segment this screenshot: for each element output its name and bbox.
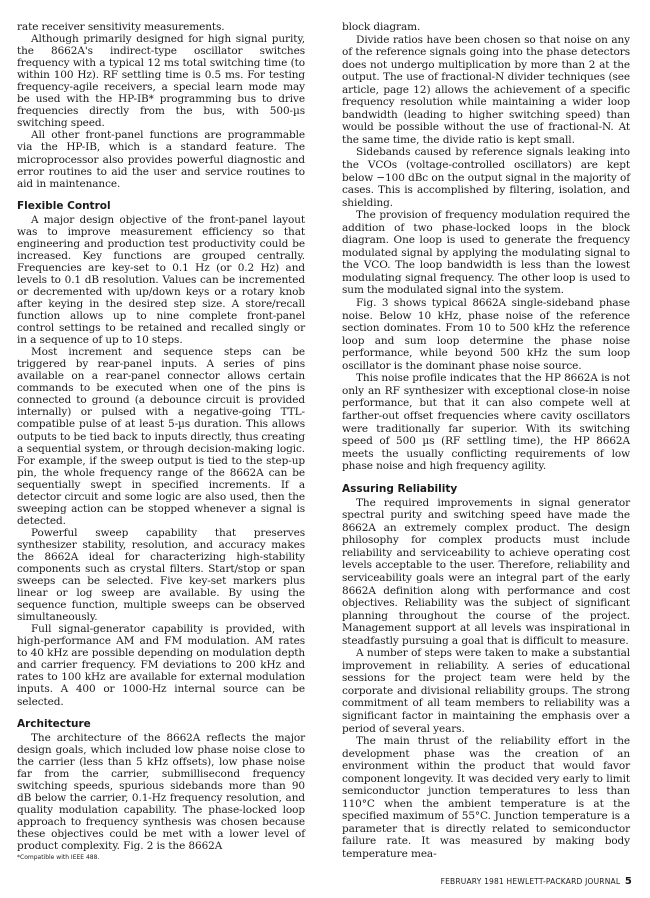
paragraph: This noise profile indicates that the HP 8662A is not only an RF synthesizer with exceptional close-in noise performance, but that it can also compete well at farther-out offset frequencies where cavity oscillators were traditionally far superior. With its switching speed of 500 µs (RF settling time), the HP 8662A meets the usually conflicting requirements of low phase noise and high frequency agility. <box>342 372 630 473</box>
paragraph: Fig. 3 shows typical 8662A single-sideband phase noise. Below 10 kHz, phase noise of the reference section dominates. From 10 to 500 kHz the reference loop and sum loop determine the phase noise performance, while beyond 500 kHz the sum loop oscillator is the dominant phase noise source. <box>342 297 630 372</box>
paragraph: The architecture of the 8662A reflects the major design goals, which included low phase noise close to the carrier (less than 5 kHz offsets), low phase noise far from the carrier, submillisecond frequency switching speeds, spurious sidebands more than 90 dB below the carrier, 0.1-Hz frequency resolution, and quality modulation capability. The phase-locked loop approach to frequency synthesis was chosen because these objectives could be met with a lower level of product complexity. Fig. 2 is the 8662A <box>17 731 305 852</box>
paragraph: The required improvements in signal generator spectral purity and switching speed have made the 8662A an extremely complex product. The design philosophy for complex products must include reliability and serviceability to achieve operating cost levels acceptable to the user. Therefore, reliability and serviceability goals were an integral part of the early 8662A definition along with performance and cost objectives. Reliability was the subject of significant planning throughout the course of the project. Management support at all levels was inspirational in steadfastly pursuing a goal that is difficult to measure. <box>342 496 630 647</box>
footer-journal-name: FEBRUARY 1981 HEWLETT-PACKARD JOURNAL <box>440 877 621 886</box>
paragraph: rate receiver sensitivity measurements. <box>17 21 225 33</box>
right-column <box>342 21 630 861</box>
paragraph: All other front-panel functions are programmable via the HP-IB, which is a standard feature. The microprocessor also provides powerful diagnostic and error routines to aid the user and service routines to aid in maintenance. <box>17 129 305 190</box>
paragraph: block diagram. <box>342 21 421 33</box>
paragraph: Full signal-generator capability is provided, with high-performance AM and FM modulation. AM rates to 40 kHz are possible depending on modulation depth and carrier frequency. FM deviations to 200 kHz and rates to 100 kHz are available for external modulation inputs. A 400 or 1000-Hz internal source can be selected. <box>17 623 305 708</box>
section-heading-flexible-control: Flexible Control <box>17 199 111 212</box>
left-column <box>17 21 305 862</box>
section-heading-assuring-reliability: Assuring Reliability <box>342 482 458 495</box>
paragraph: A major design objective of the front-panel layout was to improve measurement efficiency so that engineering and production test productivity could be increased. Key functions are grouped centrally. Frequencies are key-set to 0.1 Hz (or 0.2 Hz) and levels to 0.1 dB resolution. Values can be incremented or decremented with up/down keys or a rotary knob after keying in the desired step size. A store/recall function allows up to nine complete front-panel control settings to be retained and recalled singly or in a sequence of up to 10 steps. <box>17 213 305 347</box>
paragraph: Most increment and sequence steps can be triggered by rear-panel inputs. A series of pins available on a rear-panel connector allows certain commands to be executed when one of the pins is connected to ground (a debounce circuit is provided internally) or pulsed with a negative-going TTL-compatible pulse of at least 5-µs duration. This allows outputs to be tied back to inputs directly, thus creating a sequential system, or through decision-making logic. For example, if the sweep output is tied to the step-up pin, the whole frequency range of the 8662A can be sequentially swept in specified increments. If a detector circuit and some logic are also used, then the sweeping action can be stopped whenever a signal is detected. <box>17 346 305 527</box>
paragraph: The provision of frequency modulation required the addition of two phase-locked loops in the block diagram. One loop is used to generate the frequency modulated signal by applying the modulating signal to the VCO. The loop bandwidth is less than the lowest modulating signal frequency. The other loop is used to sum the modulated signal into the system. <box>342 209 630 297</box>
paragraph: Sidebands caused by reference signals leaking into the VCOs (voltage-controlled oscillators) are kept below −100 dBc on the output signal in the majority of cases. This is accomplished by filtering, isolation, and shielding. <box>342 146 630 209</box>
footnote: *Compatible with IEEE 488. <box>17 854 100 862</box>
paragraph: Although primarily designed for high signal purity, the 8662A's indirect-type oscillator switches frequency with a typical 12 ms total switching time (to within 100 Hz). RF settling time is 0.5 ms. For testing frequency-agile receivers, a special learn mode may be used with the HP-IB* programming bus to drive frequencies directly from the bus, with 500-µs switching speed. <box>17 33 305 130</box>
paragraph: Divide ratios have been chosen so that noise on any of the reference signals going into the phase detectors does not undergo multiplication by more than 2 at the output. The use of fractional-N divider techniques (see article, page 12) allows the achievement of a specific frequency resolution while maintaining a wider loop bandwidth (leading to higher switching speed) than would be possible without the use of fractional-N. At the same time, the divide ratio is kept small. <box>342 33 630 146</box>
page-number: 5 <box>624 876 632 887</box>
paragraph: The main thrust of the reliability effort in the development phase was the creation of an environment within the product that would favor component longevity. It was decided very early to limit semiconductor junction temperatures to less than 110°C when the ambient temperature is at the specified maximum of 55°C. Junction temperature is a parameter that is directly related to semiconductor failure rate. It was measured by making body temperature mea- <box>342 735 630 860</box>
paragraph: Powerful sweep capability that preserves synthesizer stability, resolution, and accuracy makes the 8662A ideal for characterizing high-stability components such as crystal filters. Start/stop or span sweeps can be selected. Five key-set markers plus linear or log sweep are available. By using the sequence function, multiple sweeps can be observed simultaneously. <box>17 526 305 624</box>
paragraph: A number of steps were taken to make a substantial improvement in reliability. A series of educational sessions for the project team were held by the corporate and divisional reliability groups. The strong commitment of all team members to reliability was a significant factor in maintaining the emphasis over a period of several years. <box>342 647 630 735</box>
section-heading-architecture: Architecture <box>17 717 91 730</box>
page-footer <box>441 876 632 887</box>
